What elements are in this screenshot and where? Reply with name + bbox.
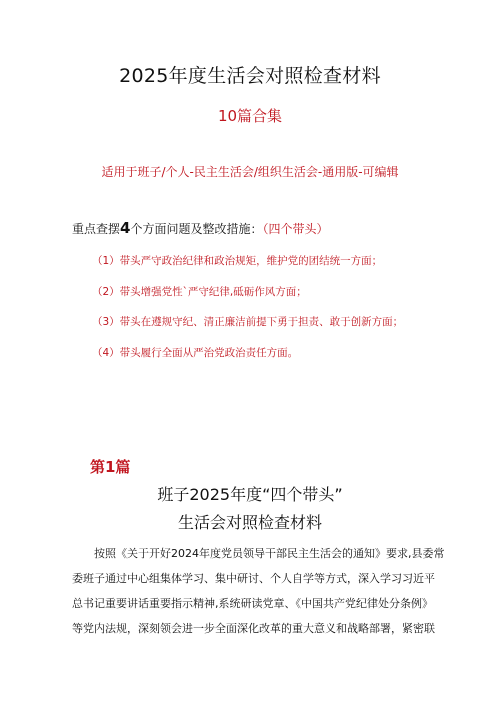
applicable-scope: 适用于班子/个人-民主生活会/组织生活会-通用版-可编辑 — [101, 165, 399, 179]
body-line: 等党内法规，深刻领会进一步全面深化改革的重大意义和战略部署，紧密联 — [72, 622, 435, 635]
checklist-item: （1）带头严守政治纪律和政治规矩，维护党的团结统一方面； — [92, 255, 383, 267]
checklist-item: （3）带头在遵规守纪、清正廉洁前提下勇于担责、敢于创新方面； — [92, 316, 404, 328]
body-line: 按照《关于开好2024年度党员领导干部民主生活会的通知》要求,县委常 — [94, 547, 445, 560]
body-line: 总书记重要讲话重要指示精神,系统研读党章、《中国共产党纪律处分条例》 — [72, 597, 433, 610]
section-label: 第1篇 — [90, 458, 131, 476]
checklist-heading-suffix: 个方面问题及整改措施： — [130, 222, 263, 236]
checklist-heading-prefix: 重点查摆 — [72, 222, 121, 236]
checklist-item: （4）带头履行全面从严治党政治责任方面。 — [92, 347, 299, 359]
checklist-heading-number: 4 — [120, 219, 131, 237]
checklist-heading-tag: （四个带头） — [262, 222, 329, 236]
section-body-paragraph — [72, 541, 445, 641]
section-title-line-1: 班子2025年度“四个带头” — [157, 485, 343, 504]
body-line: 委班子通过中心组集体学习、集中研讨、个人自学等方式，深入学习习近平 — [72, 572, 435, 585]
checklist-heading — [72, 219, 328, 238]
checklist-item: （2）带头增强党性`严守纪律,砥砺作风方面； — [92, 286, 307, 298]
document-title: 2025年度生活会对照检查材料 — [119, 65, 381, 87]
document-subtitle: 10篇合集 — [217, 107, 283, 125]
section-title-line-2: 生活会对照检查材料 — [177, 513, 322, 532]
